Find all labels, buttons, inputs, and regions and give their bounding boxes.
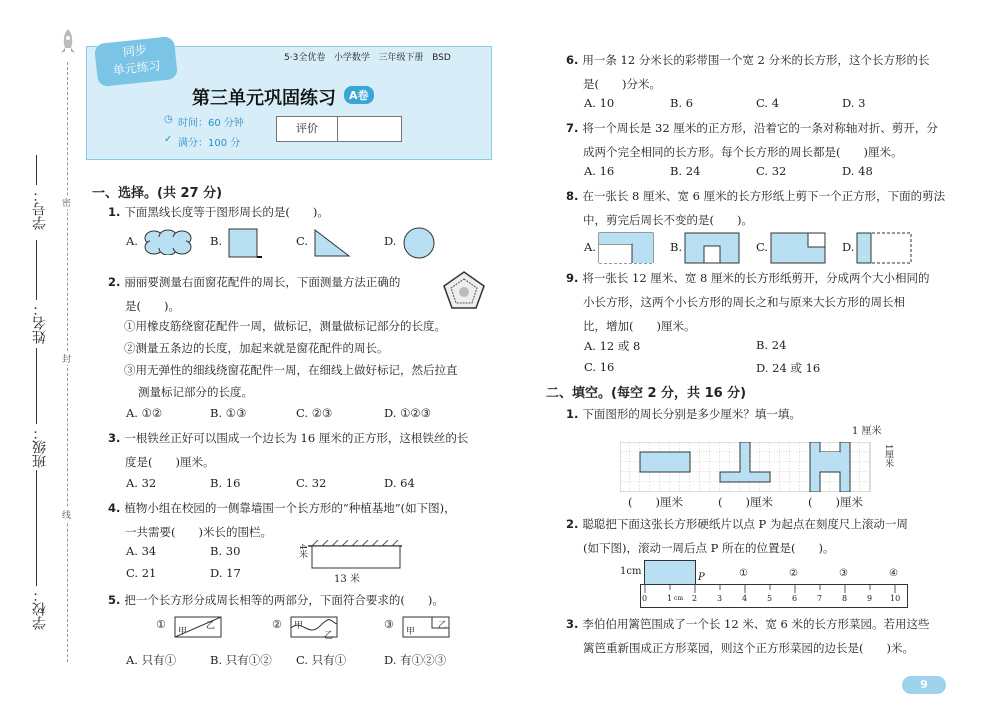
ruler-tick-0: 0 <box>642 594 648 603</box>
q8-cut-figure-a <box>598 232 654 267</box>
label-school: 学校： <box>32 588 48 630</box>
q9-option-b[interactable]: B. 24 <box>756 338 787 352</box>
f1-answer-3[interactable]: ( )厘米 <box>808 495 863 509</box>
q6-option-a[interactable]: A. 10 <box>584 96 615 110</box>
ruler-tick-7: 7 <box>817 594 823 603</box>
binding-strip <box>0 0 80 719</box>
q8-option-c[interactable]: C. <box>756 240 769 254</box>
fill-question-2: 2. 聪聪把下面这张长方形硬纸片以点 P 为起点在刻度尺上滚动一周 (如下图)，滚动一周后点 P 所在的位置是( )。 <box>566 517 908 555</box>
q2-statement-3b: 测量标记部分的长度。 <box>138 385 253 399</box>
point-p-label: P <box>698 572 705 583</box>
ruler-tick-1: 1 <box>667 594 673 603</box>
page-title: 第三单元巩固练习 <box>192 88 336 109</box>
fill-question-3: 3. 李伯伯用篱笆围成了一个长 12 米、宽 6 米的长方形菜园。若用这些 篱笆重新围成正方形菜园，则这个正方形菜园的边长是( )米。 <box>566 617 930 655</box>
q1-option-a[interactable]: A. <box>126 234 138 248</box>
pentagon-window-icon <box>442 270 486 313</box>
q8-cut-figure-d <box>856 232 912 267</box>
clock-icon: ◷ <box>164 114 173 125</box>
q4-option-c[interactable]: C. 21 <box>126 566 157 580</box>
rocket-icon <box>58 28 78 59</box>
grid-unit-label: 1 厘米 <box>852 426 882 437</box>
q3-option-a[interactable]: A. 32 <box>126 476 157 490</box>
ruler-tick-2: 2 <box>692 594 698 603</box>
q8-option-a[interactable]: A. <box>584 240 596 254</box>
page-number: 9 <box>902 676 946 694</box>
q5-option-d[interactable]: D. 有①②③ <box>384 653 447 667</box>
q9-option-a[interactable]: A. 12 或 8 <box>584 339 641 353</box>
label-student-number: 学号： <box>32 188 48 230</box>
question-7: 7. 将一个周长是 32 厘米的正方形，沿着它的一条对称轴对折、剪开，分 成两个完全相同的长方形。每个长方形的周长都是( )厘米。 <box>566 121 938 159</box>
q3-option-b[interactable]: B. 16 <box>210 476 241 490</box>
q5-figure-2: ② 甲 乙 <box>272 618 282 631</box>
q3-option-d[interactable]: D. 64 <box>384 476 415 490</box>
perimeter-grid-figure <box>620 426 893 492</box>
check-icon: ✓ <box>164 134 173 145</box>
q8-cut-figure-b <box>684 232 740 267</box>
q2-option-b[interactable]: B. ①③ <box>210 406 247 420</box>
unit-badge: 同步 单元练习 <box>94 36 178 87</box>
q7-option-b[interactable]: B. 24 <box>670 164 701 178</box>
full-score: 满分：100 分 <box>178 138 241 149</box>
ruler-tick-5: 5 <box>767 594 773 603</box>
q1-option-c[interactable]: C. <box>296 234 309 248</box>
q1-option-b[interactable]: B. <box>210 234 223 248</box>
f1-answer-1[interactable]: ( )厘米 <box>628 495 683 509</box>
position-marker-2: ② <box>789 568 798 579</box>
ruler-tick-8: 8 <box>842 594 848 603</box>
ruler-tick-9: 9 <box>867 594 873 603</box>
q7-option-c[interactable]: C. 32 <box>756 164 787 178</box>
question-9: 9. 将一张长 12 厘米、宽 8 厘米的长方形纸剪开，分成两个大小相同的 小长方形，这两个小长方形的周长之和与原来大长方形的周长相 比，增加( )厘米。 <box>566 271 930 333</box>
cloud-shape-icon <box>142 229 194 258</box>
series-info: 5·3全优卷 小学数学 三年级下册 BSD <box>284 53 451 63</box>
question-1: 1. 下面黑线长度等于图形周长的是( )。 <box>108 205 329 219</box>
circle-shape-icon <box>402 226 436 263</box>
q5-figure-3: ③ 甲 乙 <box>384 618 448 637</box>
q5-figure-1: ① 甲 乙 <box>156 618 166 631</box>
f1-answer-2[interactable]: ( )厘米 <box>718 495 773 509</box>
q7-option-d[interactable]: D. 48 <box>842 164 873 178</box>
question-5: 5. 把一个长方形分成周长相等的两部分，下面符合要求的( )。 <box>108 593 444 607</box>
ruler-tick-3: 3 <box>717 594 723 603</box>
q4-option-a[interactable]: A. 34 <box>126 544 157 558</box>
triangle-shape-icon <box>313 228 353 261</box>
q4-option-d[interactable]: D. 17 <box>210 566 241 580</box>
ruler-tick-4: 4 <box>742 594 748 603</box>
label-name: 姓名： <box>32 302 48 344</box>
q6-option-c[interactable]: C. 4 <box>756 96 780 110</box>
ruler-unit: cm <box>674 595 684 602</box>
q9-option-c[interactable]: C. 16 <box>584 360 615 374</box>
title-tag: A卷 <box>344 86 374 104</box>
ruler-tick-6: 6 <box>792 594 798 603</box>
garden-height-label: 4米 <box>297 544 307 559</box>
ruler-figure <box>620 560 910 610</box>
q2-option-a[interactable]: A. ①② <box>126 406 163 420</box>
grid-unit-label-vertical: 1厘米 <box>883 444 893 468</box>
question-8: 8. 在一张长 8 厘米、宽 6 厘米的长方形纸上剪下一个正方形，下面的剪法 中，剪完后周长不变的是( )。 <box>566 189 946 227</box>
garden-wall-figure <box>298 540 418 590</box>
square-shape-icon <box>228 228 262 261</box>
q1-option-d[interactable]: D. <box>384 234 397 248</box>
question-2: 2. 丽丽要测量右面窗花配件的周长，下面测量方法正确的 是( )。 <box>108 275 401 313</box>
q3-option-c[interactable]: C. 32 <box>296 476 327 490</box>
q2-option-d[interactable]: D. ①②③ <box>384 406 432 420</box>
time-limit: 时间：60 分钟 <box>178 118 244 129</box>
paper-card <box>644 560 696 586</box>
q4-option-b[interactable]: B. 30 <box>210 544 241 558</box>
q6-option-d[interactable]: D. 3 <box>842 96 866 110</box>
card-height-label: 1cm <box>620 566 642 577</box>
mark-line: 线 <box>62 508 71 521</box>
position-marker-1: ① <box>739 568 748 579</box>
fill-question-1: 1. 下面图形的周长分别是多少厘米？填一填。 <box>566 407 801 421</box>
question-4: 4. 植物小组在校园的一侧靠墙围一个长方形的“种植基地”(如下图)， 一共需要( )米长的围栏。 <box>108 501 456 539</box>
ruler <box>640 584 908 608</box>
label-class: 班级： <box>32 426 48 468</box>
q5-option-c[interactable]: C. 只有① <box>296 653 347 667</box>
q2-option-c[interactable]: C. ②③ <box>296 406 333 420</box>
q2-statement-2: ②测量五条边的长度，加起来就是窗花配件的周长。 <box>124 341 389 355</box>
position-marker-4: ④ <box>889 568 898 579</box>
q7-option-a[interactable]: A. 16 <box>584 164 615 178</box>
evaluation-label: 评价 <box>277 117 338 141</box>
section-1-title: 一、选择。(共 27 分) <box>92 186 223 201</box>
q5-option-b[interactable]: B. 只有①② <box>210 653 272 667</box>
q8-option-d[interactable]: D. <box>842 240 855 254</box>
q2-statement-3a: ③用无弹性的细线绕窗花配件一周，在细线上做好标记，然后拉直 <box>124 363 458 377</box>
q2-statement-1: ①用橡皮筋绕窗花配件一周，做标记，测量做标记部分的长度。 <box>124 319 446 333</box>
question-6: 6. 用一条 12 分米长的彩带围一个宽 2 分米的长方形，这个长方形的长 是( )分米。 <box>566 53 930 91</box>
mark-secret: 密 <box>62 196 71 209</box>
section-2-title: 二、填空。(每空 2 分，共 16 分) <box>546 386 747 401</box>
mark-seal: 封 <box>62 352 71 365</box>
position-marker-3: ③ <box>839 568 848 579</box>
question-3: 3. 一根铁丝正好可以围成一个边长为 16 厘米的正方形，这根铁丝的长 度是( )厘米。 <box>108 431 469 469</box>
q5-option-a[interactable]: A. 只有① <box>126 653 177 667</box>
q9-option-d[interactable]: D. 24 或 16 <box>756 361 821 375</box>
ruler-tick-10: 10 <box>890 594 901 603</box>
q8-cut-figure-c <box>770 232 826 267</box>
q6-option-b[interactable]: B. 6 <box>670 96 694 110</box>
garden-width-label: 13 米 <box>334 574 360 585</box>
evaluation-box[interactable] <box>276 116 402 142</box>
q8-option-b[interactable]: B. <box>670 240 683 254</box>
